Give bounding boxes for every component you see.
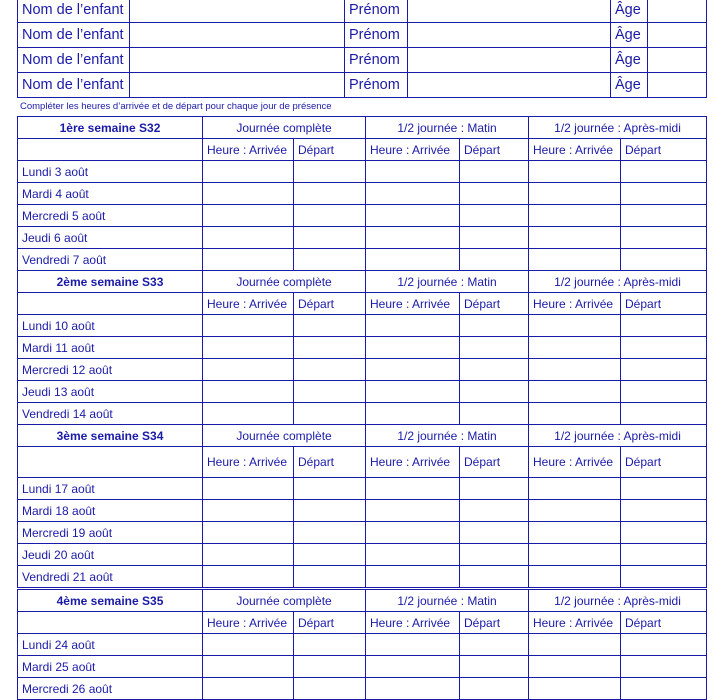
time-cell[interactable] xyxy=(294,337,366,359)
time-cell[interactable] xyxy=(203,161,294,183)
child-firstname-field[interactable] xyxy=(408,73,611,98)
time-cell[interactable] xyxy=(529,205,621,227)
time-cell[interactable] xyxy=(294,249,366,271)
time-cell[interactable] xyxy=(203,634,294,656)
time-cell[interactable] xyxy=(294,478,366,500)
time-cell[interactable] xyxy=(621,381,707,403)
day-row xyxy=(18,161,707,183)
time-cell[interactable] xyxy=(529,403,621,425)
departure-header: Départ xyxy=(460,139,529,161)
arrival-header: Heure : Arrivée xyxy=(366,293,460,315)
time-cell[interactable] xyxy=(366,522,460,544)
time-cell[interactable] xyxy=(529,183,621,205)
child-age-label: Âge xyxy=(611,23,648,48)
child-info-table xyxy=(17,0,707,98)
time-cell[interactable] xyxy=(529,359,621,381)
time-cell[interactable] xyxy=(460,381,529,403)
time-cell[interactable] xyxy=(203,544,294,566)
time-cell[interactable] xyxy=(621,544,707,566)
time-cell[interactable] xyxy=(621,337,707,359)
day-label: Mercredi 5 août xyxy=(18,205,203,227)
day-row xyxy=(18,205,707,227)
day-row xyxy=(18,359,707,381)
blank-cell xyxy=(18,293,203,315)
day-label: Vendredi 7 août xyxy=(18,249,203,271)
day-label: Lundi 10 août xyxy=(18,315,203,337)
day-row xyxy=(18,315,707,337)
time-cell[interactable] xyxy=(621,227,707,249)
time-cell[interactable] xyxy=(366,315,460,337)
departure-header: Départ xyxy=(460,447,529,478)
morning-header: 1/2 journée : Matin xyxy=(366,589,529,612)
time-cell[interactable] xyxy=(460,359,529,381)
time-cell[interactable] xyxy=(294,381,366,403)
child-name-label: Nom de l’enfant xyxy=(18,23,130,48)
time-cell[interactable] xyxy=(621,183,707,205)
time-cell[interactable] xyxy=(366,205,460,227)
child-firstname-label: Prénom xyxy=(345,48,408,73)
week-header-row xyxy=(18,271,707,293)
afternoon-header: 1/2 journée : Après-midi xyxy=(529,425,707,447)
time-cell[interactable] xyxy=(460,500,529,522)
departure-header: Départ xyxy=(621,139,707,161)
time-cell[interactable] xyxy=(460,337,529,359)
time-cell[interactable] xyxy=(366,634,460,656)
arrival-header: Heure : Arrivée xyxy=(203,293,294,315)
child-firstname-field[interactable] xyxy=(408,48,611,73)
time-cell[interactable] xyxy=(366,544,460,566)
arrival-header: Heure : Arrivée xyxy=(366,139,460,161)
time-cell[interactable] xyxy=(203,359,294,381)
time-cell[interactable] xyxy=(621,566,707,589)
time-cell[interactable] xyxy=(529,249,621,271)
time-cell[interactable] xyxy=(366,678,460,700)
child-age-label: Âge xyxy=(611,0,648,23)
time-cell[interactable] xyxy=(294,500,366,522)
time-cell[interactable] xyxy=(294,161,366,183)
day-label: Mercredi 26 août xyxy=(18,678,203,700)
time-cell[interactable] xyxy=(460,315,529,337)
morning-header: 1/2 journée : Matin xyxy=(366,117,529,139)
week-subheader-row xyxy=(18,612,707,634)
time-cell[interactable] xyxy=(294,227,366,249)
departure-header: Départ xyxy=(294,447,366,478)
departure-header: Départ xyxy=(621,447,707,478)
week-subheader-row xyxy=(18,293,707,315)
time-cell[interactable] xyxy=(460,183,529,205)
time-cell[interactable] xyxy=(621,522,707,544)
week-title: 3ème semaine S34 xyxy=(18,425,203,447)
time-cell[interactable] xyxy=(621,315,707,337)
day-label: Jeudi 20 août xyxy=(18,544,203,566)
full-day-header: Journée complète xyxy=(203,589,366,612)
full-day-header: Journée complète xyxy=(203,271,366,293)
week-title: 1ère semaine S32 xyxy=(18,117,203,139)
day-label: Lundi 17 août xyxy=(18,478,203,500)
arrival-header: Heure : Arrivée xyxy=(529,447,621,478)
time-cell[interactable] xyxy=(621,161,707,183)
time-cell[interactable] xyxy=(621,500,707,522)
time-cell[interactable] xyxy=(203,183,294,205)
day-label: Jeudi 6 août xyxy=(18,227,203,249)
arrival-header: Heure : Arrivée xyxy=(529,139,621,161)
day-label: Mercredi 19 août xyxy=(18,522,203,544)
time-cell[interactable] xyxy=(294,315,366,337)
week-title: 2ème semaine S33 xyxy=(18,271,203,293)
day-row xyxy=(18,678,707,700)
afternoon-header: 1/2 journée : Après-midi xyxy=(529,271,707,293)
child-age-field[interactable] xyxy=(648,48,707,73)
day-label: Mardi 4 août xyxy=(18,183,203,205)
time-cell[interactable] xyxy=(294,634,366,656)
departure-header: Départ xyxy=(294,139,366,161)
child-row xyxy=(18,73,707,98)
child-age-label: Âge xyxy=(611,73,648,98)
child-name-field[interactable] xyxy=(130,0,345,23)
child-age-field[interactable] xyxy=(648,73,707,98)
blank-cell xyxy=(18,612,203,634)
time-cell[interactable] xyxy=(203,522,294,544)
time-cell[interactable] xyxy=(529,634,621,656)
time-cell[interactable] xyxy=(203,315,294,337)
time-cell[interactable] xyxy=(203,500,294,522)
time-cell[interactable] xyxy=(529,566,621,589)
time-cell[interactable] xyxy=(203,478,294,500)
child-age-label: Âge xyxy=(611,48,648,73)
time-cell[interactable] xyxy=(294,656,366,678)
time-cell[interactable] xyxy=(366,381,460,403)
child-name-field[interactable] xyxy=(130,48,345,73)
arrival-header: Heure : Arrivée xyxy=(203,612,294,634)
day-label: Vendredi 14 août xyxy=(18,403,203,425)
blank-cell xyxy=(18,447,203,478)
departure-header: Départ xyxy=(621,612,707,634)
child-firstname-field[interactable] xyxy=(408,0,611,23)
day-label: Mardi 11 août xyxy=(18,337,203,359)
instruction-text: Compléter les heures d’arrivée et de départ pour chaque jour de présence xyxy=(20,101,332,112)
arrival-header: Heure : Arrivée xyxy=(529,293,621,315)
time-cell[interactable] xyxy=(294,183,366,205)
time-cell[interactable] xyxy=(366,566,460,589)
time-cell[interactable] xyxy=(529,500,621,522)
child-firstname-label: Prénom xyxy=(345,23,408,48)
week-subheader-row xyxy=(18,447,707,478)
time-cell[interactable] xyxy=(621,403,707,425)
morning-header: 1/2 journée : Matin xyxy=(366,425,529,447)
child-name-field[interactable] xyxy=(130,73,345,98)
time-cell[interactable] xyxy=(621,678,707,700)
time-cell[interactable] xyxy=(621,205,707,227)
departure-header: Départ xyxy=(460,612,529,634)
time-cell[interactable] xyxy=(621,656,707,678)
arrival-header: Heure : Arrivée xyxy=(529,612,621,634)
time-cell[interactable] xyxy=(460,403,529,425)
day-label: Mardi 18 août xyxy=(18,500,203,522)
time-cell[interactable] xyxy=(460,634,529,656)
time-cell[interactable] xyxy=(460,678,529,700)
child-row xyxy=(18,48,707,73)
time-cell[interactable] xyxy=(203,249,294,271)
full-day-header: Journée complète xyxy=(203,117,366,139)
time-cell[interactable] xyxy=(366,656,460,678)
time-cell[interactable] xyxy=(294,205,366,227)
child-row xyxy=(18,23,707,48)
time-cell[interactable] xyxy=(460,249,529,271)
day-label: Mardi 25 août xyxy=(18,656,203,678)
blank-cell xyxy=(18,139,203,161)
afternoon-header: 1/2 journée : Après-midi xyxy=(529,117,707,139)
time-cell[interactable] xyxy=(294,678,366,700)
child-name-label: Nom de l’enfant xyxy=(18,73,130,98)
time-cell[interactable] xyxy=(529,337,621,359)
time-cell[interactable] xyxy=(621,634,707,656)
time-cell[interactable] xyxy=(529,656,621,678)
time-cell[interactable] xyxy=(529,478,621,500)
time-cell[interactable] xyxy=(366,183,460,205)
morning-header: 1/2 journée : Matin xyxy=(366,271,529,293)
week-header-row xyxy=(18,589,707,612)
departure-header: Départ xyxy=(294,612,366,634)
time-cell[interactable] xyxy=(366,403,460,425)
child-age-field[interactable] xyxy=(648,0,707,23)
time-cell[interactable] xyxy=(529,544,621,566)
arrival-header: Heure : Arrivée xyxy=(203,139,294,161)
attendance-table xyxy=(17,116,707,700)
time-cell[interactable] xyxy=(294,403,366,425)
day-row xyxy=(18,337,707,359)
day-label: Lundi 3 août xyxy=(18,161,203,183)
time-cell[interactable] xyxy=(366,478,460,500)
time-cell[interactable] xyxy=(203,227,294,249)
time-cell[interactable] xyxy=(529,315,621,337)
time-cell[interactable] xyxy=(203,566,294,589)
day-row xyxy=(18,566,707,589)
child-firstname-label: Prénom xyxy=(345,0,408,23)
time-cell[interactable] xyxy=(460,656,529,678)
time-cell[interactable] xyxy=(294,522,366,544)
time-cell[interactable] xyxy=(203,337,294,359)
arrival-header: Heure : Arrivée xyxy=(203,447,294,478)
time-cell[interactable] xyxy=(366,337,460,359)
time-cell[interactable] xyxy=(294,544,366,566)
time-cell[interactable] xyxy=(460,522,529,544)
afternoon-header: 1/2 journée : Après-midi xyxy=(529,589,707,612)
full-day-header: Journée complète xyxy=(203,425,366,447)
time-cell[interactable] xyxy=(203,205,294,227)
time-cell[interactable] xyxy=(460,205,529,227)
time-cell[interactable] xyxy=(529,522,621,544)
time-cell[interactable] xyxy=(294,359,366,381)
child-row xyxy=(18,0,707,23)
time-cell[interactable] xyxy=(366,500,460,522)
time-cell[interactable] xyxy=(203,656,294,678)
day-row xyxy=(18,634,707,656)
time-cell[interactable] xyxy=(203,381,294,403)
time-cell[interactable] xyxy=(460,566,529,589)
day-label: Vendredi 21 août xyxy=(18,566,203,589)
day-label: Mercredi 12 août xyxy=(18,359,203,381)
day-row xyxy=(18,249,707,271)
time-cell[interactable] xyxy=(529,227,621,249)
time-cell[interactable] xyxy=(366,227,460,249)
departure-header: Départ xyxy=(621,293,707,315)
week-header-row xyxy=(18,117,707,139)
day-label: Lundi 24 août xyxy=(18,634,203,656)
child-name-field[interactable] xyxy=(130,23,345,48)
time-cell[interactable] xyxy=(621,249,707,271)
arrival-header: Heure : Arrivée xyxy=(366,612,460,634)
time-cell[interactable] xyxy=(529,161,621,183)
departure-header: Départ xyxy=(294,293,366,315)
day-row xyxy=(18,478,707,500)
child-name-label: Nom de l’enfant xyxy=(18,0,130,23)
time-cell[interactable] xyxy=(621,359,707,381)
child-firstname-field[interactable] xyxy=(408,23,611,48)
time-cell[interactable] xyxy=(529,381,621,403)
day-row xyxy=(18,403,707,425)
day-row xyxy=(18,544,707,566)
day-label: Jeudi 13 août xyxy=(18,381,203,403)
time-cell[interactable] xyxy=(203,678,294,700)
child-age-field[interactable] xyxy=(648,23,707,48)
time-cell[interactable] xyxy=(460,478,529,500)
week-header-row xyxy=(18,425,707,447)
time-cell[interactable] xyxy=(366,161,460,183)
time-cell[interactable] xyxy=(460,161,529,183)
day-row xyxy=(18,183,707,205)
arrival-header: Heure : Arrivée xyxy=(366,447,460,478)
week-subheader-row xyxy=(18,139,707,161)
time-cell[interactable] xyxy=(460,544,529,566)
time-cell[interactable] xyxy=(366,249,460,271)
time-cell[interactable] xyxy=(460,227,529,249)
time-cell[interactable] xyxy=(366,359,460,381)
day-row xyxy=(18,381,707,403)
time-cell[interactable] xyxy=(621,478,707,500)
time-cell[interactable] xyxy=(203,403,294,425)
time-cell[interactable] xyxy=(294,566,366,589)
day-row xyxy=(18,656,707,678)
child-firstname-label: Prénom xyxy=(345,73,408,98)
day-row xyxy=(18,500,707,522)
departure-header: Départ xyxy=(460,293,529,315)
child-name-label: Nom de l’enfant xyxy=(18,48,130,73)
week-title: 4ème semaine S35 xyxy=(18,589,203,612)
time-cell[interactable] xyxy=(529,678,621,700)
day-row xyxy=(18,227,707,249)
day-row xyxy=(18,522,707,544)
